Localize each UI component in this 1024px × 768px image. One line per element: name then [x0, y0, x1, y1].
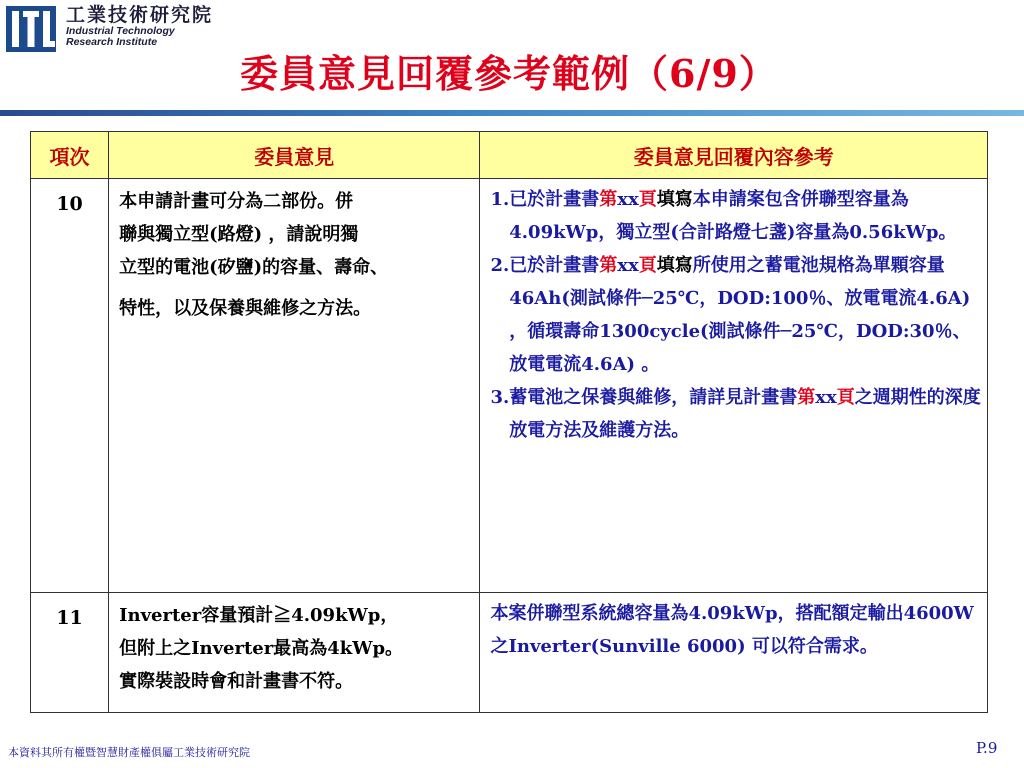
- reply-item: [490, 249, 981, 381]
- copyright-notice: 本資料其所有權暨智慧財產權俱屬工業技術研究院: [8, 746, 250, 759]
- committee-comment: [109, 179, 480, 593]
- comment-line: Inverter容量預計≧4.09kWp，: [119, 605, 399, 626]
- reply-content: [480, 179, 988, 593]
- header-divider: [0, 110, 1024, 116]
- reply-item: [490, 381, 981, 447]
- org-name-en-line1: Industrial Technology: [66, 25, 175, 37]
- org-name-en-line2: Research Institute: [66, 36, 158, 48]
- logo-text: [66, 4, 213, 48]
- page-title: 委員意見回覆參考範例（6/9）: [240, 51, 778, 96]
- reply-content: 本案併聯型系統總容量為4.09kWp，搭配額定輸出4600W之Inverter(Sunville 6000) 可以符合需求。: [480, 593, 988, 713]
- comment-line: 立型的電池(矽鹽)的容量、壽命、: [119, 257, 389, 278]
- header-comment: 委員意見: [109, 132, 480, 179]
- reply-item-number: 3.: [490, 387, 510, 408]
- comment-line: 本申請計畫可分為二部份。併: [119, 191, 354, 212]
- header-reply: 委員意見回覆內容參考: [480, 132, 988, 179]
- reply-item-text: 已於計畫書第xx頁填寫本申請案包含併聯型容量為4.09kWp，獨立型(合計路燈七盞)容量為0.56kWp。: [509, 189, 957, 243]
- comment-line: 但附上之Inverter最高為4kWp。: [119, 638, 404, 659]
- response-table: [30, 131, 988, 713]
- comment-line: 特性，以及保養與維修之方法。: [119, 298, 372, 319]
- row-number: 11: [31, 593, 109, 713]
- table-header-row: [31, 132, 988, 179]
- reply-item-number: 1.: [490, 189, 510, 210]
- reply-item-text: 已於計畫書第xx頁填寫所使用之蓄電池規格為單顆容量46Ah(測試條件─25℃，DOD:100％、放電電流4.6A) ，循環壽命1300cycle(測試條件─25℃，DOD:30％、放電電流4.6A) 。: [509, 255, 971, 375]
- reply-item: [490, 183, 981, 249]
- org-name-cn: 工業技術研究院: [66, 4, 214, 26]
- page-number: P.9: [976, 739, 998, 757]
- reply-item-number: 2.: [490, 255, 510, 276]
- table-row: [31, 179, 988, 593]
- reply-item-text: 蓄電池之保養與維修，請詳見計畫書第xx頁之週期性的深度放電方法及維護方法。: [509, 387, 981, 441]
- row-number: 10: [31, 179, 109, 593]
- table-row: [31, 593, 988, 713]
- comment-line: 聯與獨立型(路燈) ，請說明獨: [119, 224, 359, 245]
- itri-logo-icon: [6, 6, 56, 52]
- header-item-no: 項次: [31, 132, 109, 179]
- committee-comment: [109, 593, 480, 713]
- comment-line: 實際裝設時會和計畫書不符。: [119, 671, 354, 692]
